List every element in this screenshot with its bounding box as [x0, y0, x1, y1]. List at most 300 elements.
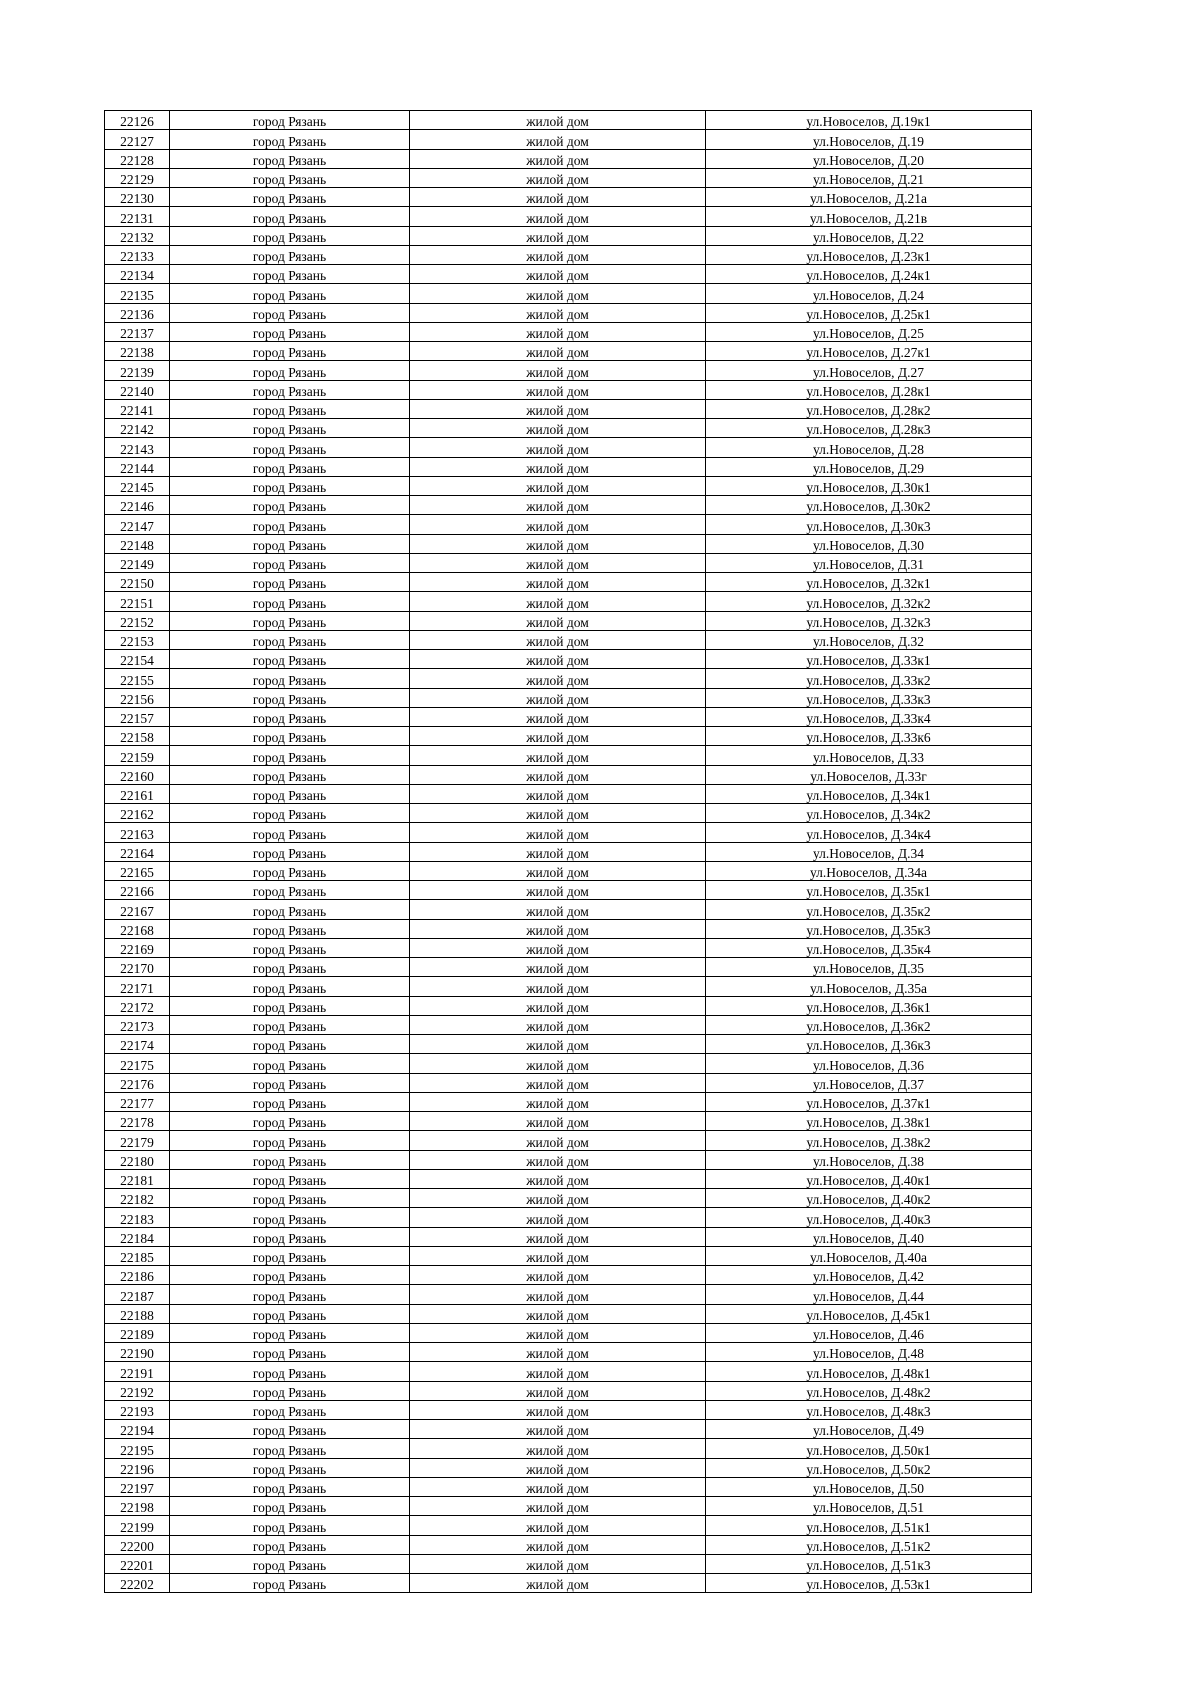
address-cell: ул.Новоселов, Д.35к1: [706, 881, 1032, 900]
table-row: [105, 1323, 1032, 1342]
table-row: [105, 1420, 1032, 1439]
city-cell: город Рязань: [170, 650, 410, 669]
table-row: [105, 1092, 1032, 1111]
table-row: [105, 1458, 1032, 1477]
city-cell: город Рязань: [170, 1150, 410, 1169]
table-row: [105, 207, 1032, 226]
row-number-cell: 22139: [105, 361, 170, 380]
address-cell: ул.Новоселов, Д.38к2: [706, 1131, 1032, 1150]
city-cell: город Рязань: [170, 361, 410, 380]
object-type-cell: жилой дом: [410, 1189, 706, 1208]
address-cell: ул.Новоселов, Д.21в: [706, 207, 1032, 226]
table-row: [105, 630, 1032, 649]
object-type-cell: жилой дом: [410, 996, 706, 1015]
table-row: [105, 111, 1032, 130]
object-type-cell: жилой дом: [410, 1400, 706, 1419]
table-row: [105, 149, 1032, 168]
object-type-cell: жилой дом: [410, 1458, 706, 1477]
address-cell: ул.Новоселов, Д.27: [706, 361, 1032, 380]
city-cell: город Рязань: [170, 380, 410, 399]
address-cell: ул.Новоселов, Д.33к6: [706, 727, 1032, 746]
address-cell: ул.Новоселов, Д.53к1: [706, 1574, 1032, 1593]
table-row: [105, 534, 1032, 553]
object-type-cell: жилой дом: [410, 1362, 706, 1381]
table-row: [105, 380, 1032, 399]
table-row: [105, 861, 1032, 880]
city-cell: город Рязань: [170, 457, 410, 476]
table-row: [105, 168, 1032, 187]
table-row: [105, 881, 1032, 900]
address-cell: ул.Новоселов, Д.25: [706, 322, 1032, 341]
address-table: [104, 110, 1032, 1593]
row-number-cell: 22156: [105, 688, 170, 707]
city-cell: город Рязань: [170, 1497, 410, 1516]
object-type-cell: жилой дом: [410, 900, 706, 919]
object-type-cell: жилой дом: [410, 1574, 706, 1593]
row-number-cell: 22151: [105, 592, 170, 611]
object-type-cell: жилой дом: [410, 380, 706, 399]
address-cell: ул.Новоселов, Д.24к1: [706, 265, 1032, 284]
city-cell: город Рязань: [170, 707, 410, 726]
row-number-cell: 22137: [105, 322, 170, 341]
row-number-cell: 22145: [105, 476, 170, 495]
table-row: [105, 1131, 1032, 1150]
row-number-cell: 22177: [105, 1092, 170, 1111]
city-cell: город Рязань: [170, 1035, 410, 1054]
table-row: [105, 361, 1032, 380]
object-type-cell: жилой дом: [410, 707, 706, 726]
object-type-cell: жилой дом: [410, 746, 706, 765]
object-type-cell: жилой дом: [410, 1112, 706, 1131]
row-number-cell: 22198: [105, 1497, 170, 1516]
object-type-cell: жилой дом: [410, 399, 706, 418]
object-type-cell: жилой дом: [410, 1246, 706, 1265]
object-type-cell: жилой дом: [410, 958, 706, 977]
city-cell: город Рязань: [170, 1266, 410, 1285]
object-type-cell: жилой дом: [410, 919, 706, 938]
city-cell: город Рязань: [170, 1112, 410, 1131]
address-cell: ул.Новоселов, Д.28: [706, 438, 1032, 457]
object-type-cell: жилой дом: [410, 765, 706, 784]
city-cell: город Рязань: [170, 149, 410, 168]
table-row: [105, 958, 1032, 977]
table-row: [105, 1439, 1032, 1458]
object-type-cell: жилой дом: [410, 1285, 706, 1304]
object-type-cell: жилой дом: [410, 1381, 706, 1400]
city-cell: город Рязань: [170, 611, 410, 630]
city-cell: город Рязань: [170, 784, 410, 803]
address-cell: ул.Новоселов, Д.40: [706, 1227, 1032, 1246]
table-row: [105, 1574, 1032, 1593]
address-cell: ул.Новоселов, Д.35к2: [706, 900, 1032, 919]
city-cell: город Рязань: [170, 727, 410, 746]
address-cell: ул.Новоселов, Д.30: [706, 534, 1032, 553]
city-cell: город Рязань: [170, 765, 410, 784]
row-number-cell: 22147: [105, 515, 170, 534]
city-cell: город Рязань: [170, 284, 410, 303]
table-row: [105, 419, 1032, 438]
address-cell: ул.Новоселов, Д.46: [706, 1323, 1032, 1342]
row-number-cell: 22196: [105, 1458, 170, 1477]
city-cell: город Рязань: [170, 630, 410, 649]
table-row: [105, 1227, 1032, 1246]
city-cell: город Рязань: [170, 977, 410, 996]
city-cell: город Рязань: [170, 842, 410, 861]
city-cell: город Рязань: [170, 419, 410, 438]
address-cell: ул.Новоселов, Д.37к1: [706, 1092, 1032, 1111]
row-number-cell: 22171: [105, 977, 170, 996]
row-number-cell: 22166: [105, 881, 170, 900]
address-cell: ул.Новоселов, Д.20: [706, 149, 1032, 168]
row-number-cell: 22127: [105, 130, 170, 149]
city-cell: город Рязань: [170, 515, 410, 534]
city-cell: город Рязань: [170, 130, 410, 149]
table-row: [105, 804, 1032, 823]
table-row: [105, 1035, 1032, 1054]
table-row: [105, 188, 1032, 207]
table-row: [105, 1073, 1032, 1092]
row-number-cell: 22138: [105, 342, 170, 361]
object-type-cell: жилой дом: [410, 284, 706, 303]
address-cell: ул.Новоселов, Д.34а: [706, 861, 1032, 880]
table-row: [105, 1054, 1032, 1073]
row-number-cell: 22126: [105, 111, 170, 130]
city-cell: город Рязань: [170, 804, 410, 823]
address-cell: ул.Новоселов, Д.33к1: [706, 650, 1032, 669]
city-cell: город Рязань: [170, 1189, 410, 1208]
table-row: [105, 1169, 1032, 1188]
city-cell: город Рязань: [170, 438, 410, 457]
city-cell: город Рязань: [170, 592, 410, 611]
object-type-cell: жилой дом: [410, 727, 706, 746]
object-type-cell: жилой дом: [410, 322, 706, 341]
row-number-cell: 22140: [105, 380, 170, 399]
city-cell: город Рязань: [170, 1304, 410, 1323]
row-number-cell: 22144: [105, 457, 170, 476]
row-number-cell: 22131: [105, 207, 170, 226]
city-cell: город Рязань: [170, 399, 410, 418]
city-cell: город Рязань: [170, 1554, 410, 1573]
object-type-cell: жилой дом: [410, 303, 706, 322]
row-number-cell: 22154: [105, 650, 170, 669]
city-cell: город Рязань: [170, 496, 410, 515]
row-number-cell: 22165: [105, 861, 170, 880]
address-cell: ул.Новоселов, Д.19к1: [706, 111, 1032, 130]
row-number-cell: 22175: [105, 1054, 170, 1073]
address-cell: ул.Новоселов, Д.35к3: [706, 919, 1032, 938]
object-type-cell: жилой дом: [410, 438, 706, 457]
address-cell: ул.Новоселов, Д.40а: [706, 1246, 1032, 1265]
row-number-cell: 22159: [105, 746, 170, 765]
row-number-cell: 22178: [105, 1112, 170, 1131]
address-cell: ул.Новоселов, Д.40к3: [706, 1208, 1032, 1227]
row-number-cell: 22172: [105, 996, 170, 1015]
object-type-cell: жилой дом: [410, 342, 706, 361]
address-cell: ул.Новоселов, Д.32к3: [706, 611, 1032, 630]
city-cell: город Рязань: [170, 111, 410, 130]
row-number-cell: 22187: [105, 1285, 170, 1304]
table-row: [105, 1246, 1032, 1265]
row-number-cell: 22155: [105, 669, 170, 688]
row-number-cell: 22169: [105, 938, 170, 957]
object-type-cell: жилой дом: [410, 573, 706, 592]
city-cell: город Рязань: [170, 553, 410, 572]
row-number-cell: 22149: [105, 553, 170, 572]
table-row: [105, 130, 1032, 149]
row-number-cell: 22170: [105, 958, 170, 977]
row-number-cell: 22186: [105, 1266, 170, 1285]
address-cell: ул.Новоселов, Д.38к1: [706, 1112, 1032, 1131]
table-row: [105, 746, 1032, 765]
row-number-cell: 22143: [105, 438, 170, 457]
table-row: [105, 573, 1032, 592]
city-cell: город Рязань: [170, 881, 410, 900]
row-number-cell: 22183: [105, 1208, 170, 1227]
object-type-cell: жилой дом: [410, 823, 706, 842]
object-type-cell: жилой дом: [410, 938, 706, 957]
city-cell: город Рязань: [170, 1400, 410, 1419]
address-cell: ул.Новоселов, Д.35к4: [706, 938, 1032, 957]
address-cell: ул.Новоселов, Д.35а: [706, 977, 1032, 996]
city-cell: город Рязань: [170, 534, 410, 553]
address-cell: ул.Новоселов, Д.36к3: [706, 1035, 1032, 1054]
city-cell: город Рязань: [170, 1439, 410, 1458]
city-cell: город Рязань: [170, 476, 410, 495]
city-cell: город Рязань: [170, 669, 410, 688]
city-cell: город Рязань: [170, 861, 410, 880]
row-number-cell: 22158: [105, 727, 170, 746]
table-row: [105, 1554, 1032, 1573]
table-row: [105, 1343, 1032, 1362]
table-row: [105, 765, 1032, 784]
row-number-cell: 22128: [105, 149, 170, 168]
object-type-cell: жилой дом: [410, 534, 706, 553]
table-row: [105, 1477, 1032, 1496]
row-number-cell: 22153: [105, 630, 170, 649]
object-type-cell: жилой дом: [410, 457, 706, 476]
object-type-cell: жилой дом: [410, 1304, 706, 1323]
address-cell: ул.Новоселов, Д.22: [706, 226, 1032, 245]
address-cell: ул.Новоселов, Д.38: [706, 1150, 1032, 1169]
row-number-cell: 22174: [105, 1035, 170, 1054]
row-number-cell: 22184: [105, 1227, 170, 1246]
address-cell: ул.Новоселов, Д.49: [706, 1420, 1032, 1439]
object-type-cell: жилой дом: [410, 630, 706, 649]
address-cell: ул.Новоселов, Д.40к2: [706, 1189, 1032, 1208]
address-cell: ул.Новоселов, Д.50к1: [706, 1439, 1032, 1458]
table-row: [105, 515, 1032, 534]
table-row: [105, 1189, 1032, 1208]
object-type-cell: жилой дом: [410, 1227, 706, 1246]
city-cell: город Рязань: [170, 1477, 410, 1496]
address-cell: ул.Новоселов, Д.51: [706, 1497, 1032, 1516]
table-row: [105, 900, 1032, 919]
address-cell: ул.Новоселов, Д.21: [706, 168, 1032, 187]
table-row: [105, 245, 1032, 264]
object-type-cell: жилой дом: [410, 111, 706, 130]
object-type-cell: жилой дом: [410, 188, 706, 207]
table-row: [105, 669, 1032, 688]
object-type-cell: жилой дом: [410, 1266, 706, 1285]
address-cell: ул.Новоселов, Д.30к2: [706, 496, 1032, 515]
object-type-cell: жилой дом: [410, 1131, 706, 1150]
address-cell: ул.Новоселов, Д.33: [706, 746, 1032, 765]
address-cell: ул.Новоселов, Д.34к2: [706, 804, 1032, 823]
city-cell: город Рязань: [170, 207, 410, 226]
city-cell: город Рязань: [170, 573, 410, 592]
row-number-cell: 22189: [105, 1323, 170, 1342]
object-type-cell: жилой дом: [410, 1208, 706, 1227]
row-number-cell: 22133: [105, 245, 170, 264]
table-row: [105, 1266, 1032, 1285]
row-number-cell: 22142: [105, 419, 170, 438]
table-row: [105, 303, 1032, 322]
row-number-cell: 22193: [105, 1400, 170, 1419]
object-type-cell: жилой дом: [410, 650, 706, 669]
address-table-body: [105, 111, 1032, 1593]
address-cell: ул.Новоселов, Д.48: [706, 1343, 1032, 1362]
table-row: [105, 688, 1032, 707]
address-cell: ул.Новоселов, Д.28к1: [706, 380, 1032, 399]
city-cell: город Рязань: [170, 1323, 410, 1342]
city-cell: город Рязань: [170, 938, 410, 957]
object-type-cell: жилой дом: [410, 1015, 706, 1034]
table-row: [105, 496, 1032, 515]
city-cell: город Рязань: [170, 1227, 410, 1246]
table-row: [105, 1362, 1032, 1381]
address-cell: ул.Новоселов, Д.44: [706, 1285, 1032, 1304]
city-cell: город Рязань: [170, 958, 410, 977]
row-number-cell: 22160: [105, 765, 170, 784]
city-cell: город Рязань: [170, 1246, 410, 1265]
object-type-cell: жилой дом: [410, 1439, 706, 1458]
city-cell: город Рязань: [170, 1458, 410, 1477]
object-type-cell: жилой дом: [410, 1554, 706, 1573]
address-cell: ул.Новоселов, Д.48к3: [706, 1400, 1032, 1419]
address-cell: ул.Новоселов, Д.34к4: [706, 823, 1032, 842]
object-type-cell: жилой дом: [410, 130, 706, 149]
address-cell: ул.Новоселов, Д.33к3: [706, 688, 1032, 707]
address-cell: ул.Новоселов, Д.36к1: [706, 996, 1032, 1015]
object-type-cell: жилой дом: [410, 168, 706, 187]
city-cell: город Рязань: [170, 746, 410, 765]
row-number-cell: 22161: [105, 784, 170, 803]
object-type-cell: жилой дом: [410, 1035, 706, 1054]
table-row: [105, 727, 1032, 746]
address-cell: ул.Новоселов, Д.30к1: [706, 476, 1032, 495]
address-cell: ул.Новоселов, Д.50к2: [706, 1458, 1032, 1477]
table-row: [105, 553, 1032, 572]
table-row: [105, 1516, 1032, 1535]
table-row: [105, 438, 1032, 457]
row-number-cell: 22188: [105, 1304, 170, 1323]
table-row: [105, 996, 1032, 1015]
address-cell: ул.Новоселов, Д.36к2: [706, 1015, 1032, 1034]
city-cell: город Рязань: [170, 1574, 410, 1593]
object-type-cell: жилой дом: [410, 1323, 706, 1342]
table-row: [105, 784, 1032, 803]
object-type-cell: жилой дом: [410, 669, 706, 688]
address-cell: ул.Новоселов, Д.19: [706, 130, 1032, 149]
object-type-cell: жилой дом: [410, 553, 706, 572]
city-cell: город Рязань: [170, 303, 410, 322]
table-row: [105, 284, 1032, 303]
object-type-cell: жилой дом: [410, 1054, 706, 1073]
object-type-cell: жилой дом: [410, 592, 706, 611]
table-row: [105, 342, 1032, 361]
city-cell: город Рязань: [170, 1516, 410, 1535]
table-row: [105, 611, 1032, 630]
address-cell: ул.Новоселов, Д.36: [706, 1054, 1032, 1073]
address-cell: ул.Новоселов, Д.31: [706, 553, 1032, 572]
address-cell: ул.Новоселов, Д.42: [706, 1266, 1032, 1285]
address-cell: ул.Новоселов, Д.51к3: [706, 1554, 1032, 1573]
table-row: [105, 650, 1032, 669]
city-cell: город Рязань: [170, 688, 410, 707]
address-cell: ул.Новоселов, Д.33г: [706, 765, 1032, 784]
table-row: [105, 399, 1032, 418]
city-cell: город Рязань: [170, 1073, 410, 1092]
row-number-cell: 22173: [105, 1015, 170, 1034]
object-type-cell: жилой дом: [410, 1343, 706, 1362]
row-number-cell: 22191: [105, 1362, 170, 1381]
row-number-cell: 22182: [105, 1189, 170, 1208]
address-cell: ул.Новоселов, Д.33к4: [706, 707, 1032, 726]
table-row: [105, 1112, 1032, 1131]
city-cell: город Рязань: [170, 1054, 410, 1073]
table-row: [105, 1208, 1032, 1227]
table-row: [105, 1535, 1032, 1554]
object-type-cell: жилой дом: [410, 1073, 706, 1092]
city-cell: город Рязань: [170, 1381, 410, 1400]
address-cell: ул.Новоселов, Д.25к1: [706, 303, 1032, 322]
city-cell: город Рязань: [170, 265, 410, 284]
object-type-cell: жилой дом: [410, 688, 706, 707]
table-row: [105, 592, 1032, 611]
address-cell: ул.Новоселов, Д.21а: [706, 188, 1032, 207]
row-number-cell: 22135: [105, 284, 170, 303]
table-row: [105, 1497, 1032, 1516]
address-cell: ул.Новоселов, Д.45к1: [706, 1304, 1032, 1323]
object-type-cell: жилой дом: [410, 245, 706, 264]
row-number-cell: 22181: [105, 1169, 170, 1188]
city-cell: город Рязань: [170, 1362, 410, 1381]
row-number-cell: 22199: [105, 1516, 170, 1535]
row-number-cell: 22150: [105, 573, 170, 592]
address-cell: ул.Новоселов, Д.24: [706, 284, 1032, 303]
address-cell: ул.Новоселов, Д.23к1: [706, 245, 1032, 264]
table-row: [105, 1150, 1032, 1169]
city-cell: город Рязань: [170, 919, 410, 938]
row-number-cell: 22152: [105, 611, 170, 630]
address-cell: ул.Новоселов, Д.40к1: [706, 1169, 1032, 1188]
address-cell: ул.Новоселов, Д.48к2: [706, 1381, 1032, 1400]
row-number-cell: 22180: [105, 1150, 170, 1169]
city-cell: город Рязань: [170, 188, 410, 207]
table-row: [105, 938, 1032, 957]
row-number-cell: 22164: [105, 842, 170, 861]
table-row: [105, 1400, 1032, 1419]
address-cell: ул.Новоселов, Д.34: [706, 842, 1032, 861]
row-number-cell: 22179: [105, 1131, 170, 1150]
address-cell: ул.Новоселов, Д.51к1: [706, 1516, 1032, 1535]
table-row: [105, 1015, 1032, 1034]
city-cell: город Рязань: [170, 1169, 410, 1188]
object-type-cell: жилой дом: [410, 226, 706, 245]
table-row: [105, 842, 1032, 861]
object-type-cell: жилой дом: [410, 784, 706, 803]
row-number-cell: 22190: [105, 1343, 170, 1362]
